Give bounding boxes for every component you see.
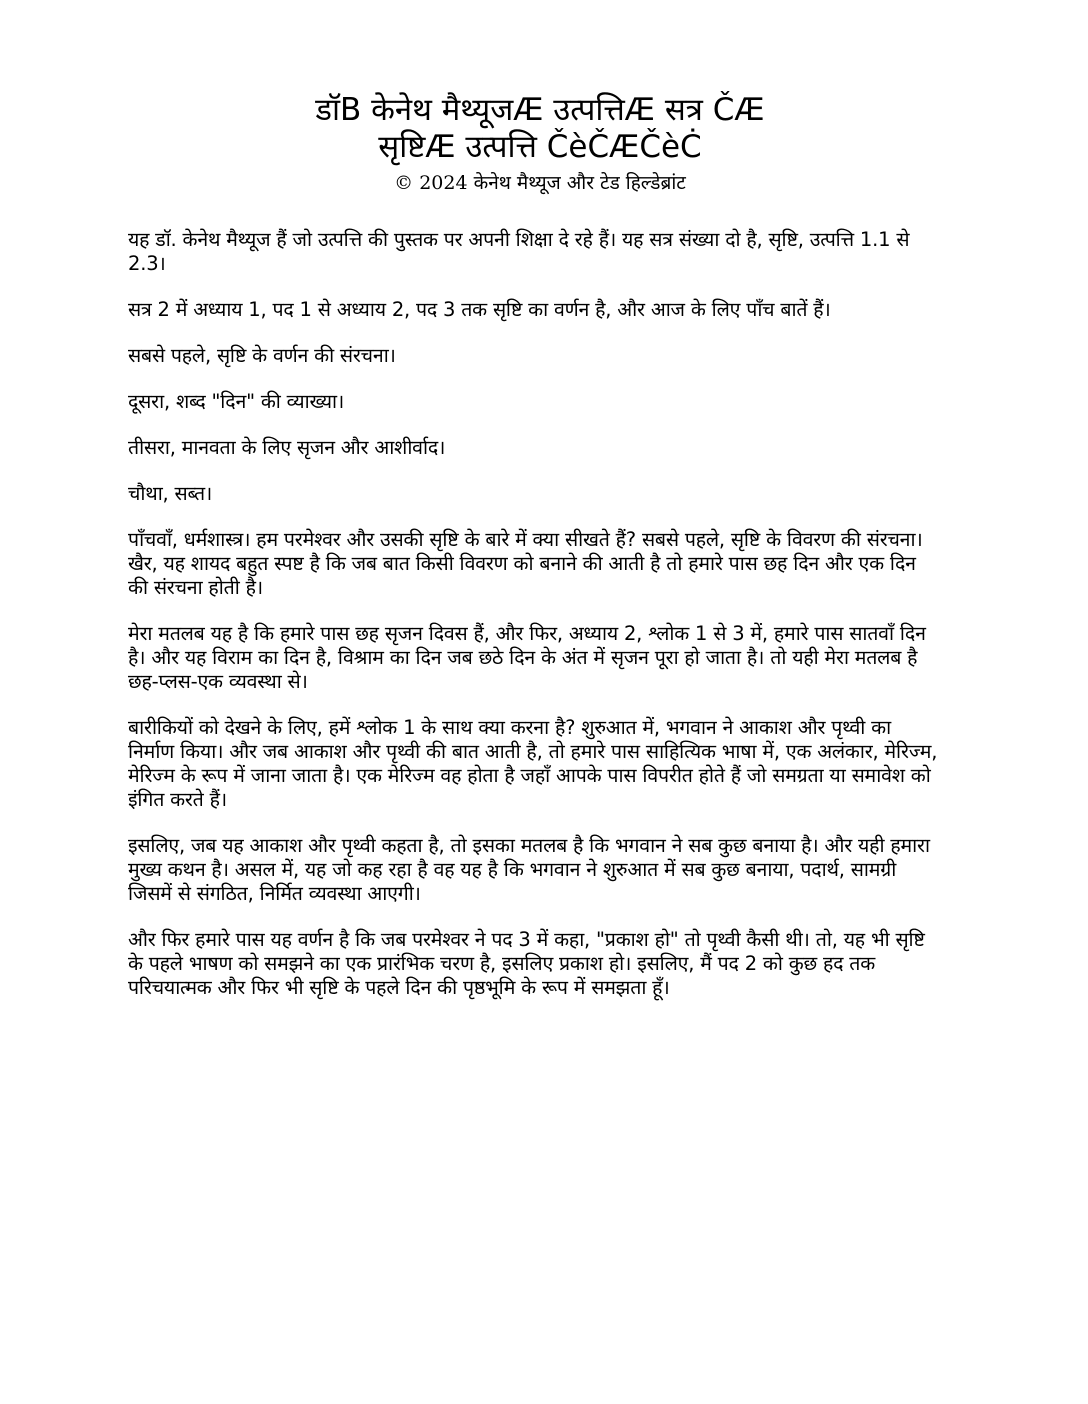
paragraph: सत्र 2 में अध्याय 1, पद 1 से अध्याय 2, पद 3 तक सृष्टि का वर्णन है, और आज के लिए पाँच बातें हैं। bbox=[128, 298, 831, 321]
paragraph: इसलिए, जब यह आकाश और पृथ्वी कहता है, तो इसका मतलब है कि भगवान ने सब कुछ बनाया है। और यही हमारा मुख्य कथन है। असल में, यह जो कह रहा है वह यह है कि भगवान ने शुरुआत में सब कुछ बनाया, पदार्थ, सामग्री जिसमें से संगठित, निर्मित व्यवस्था आएगी। bbox=[128, 834, 930, 905]
page-title-line-1: डॉB केनेथ मैथ्यूजÆ उत्पत्तिÆ सत्र ČÆ bbox=[315, 92, 765, 128]
paragraph: चौथा, सब्त। bbox=[128, 482, 213, 505]
paragraph: यह डॉ. केनेथ मैथ्यूज हैं जो उत्पत्ति की पुस्तक पर अपनी शिक्षा दे रहे हैं। यह सत्र संख्या दो है, सृष्टि, उत्पत्ति 1.1 से 2.3। bbox=[128, 228, 910, 275]
paragraph: और फिर हमारे पास यह वर्णन है कि जब परमेश्वर ने पद 3 में कहा, "प्रकाश हो" तो पृथ्वी कैसी थी। तो, यह भी सृष्टि के पहले भाषण को समझने का एक प्रारंभिक चरण है, इसलिए प्रकाश हो। इसलिए, मैं पद 2 को कुछ हद तक परिचयात्मक और फिर भी सृष्टि के पहले दिन की पृष्ठभूमि के रूप में समझता हूँ। bbox=[128, 928, 925, 999]
paragraph: मेरा मतलब यह है कि हमारे पास छह सृजन दिवस हैं, और फिर, अध्याय 2, श्लोक 1 से 3 में, हमारे पास सातवाँ दिन है। और यह विराम का दिन है, विश्राम का दिन जब छठे दिन के अंत में सृजन पूरा हो जाता है। तो यही मेरा मतलब है छह-प्लस-एक व्यवस्था से। bbox=[128, 622, 926, 693]
paragraph: सबसे पहले, सृष्टि के वर्णन की संरचना। bbox=[128, 344, 396, 367]
paragraph: बारीकियों को देखने के लिए, हमें श्लोक 1 के साथ क्या करना है? शुरुआत में, भगवान ने आकाश और पृथ्वी का निर्माण किया। और जब आकाश और पृथ्वी की बात आती है, तो हमारे पास साहित्यिक भाषा में, एक अलंकार, मेरिज्म, मेरिज्म के रूप में जाना जाता है। एक मेरिज्म वह होता है जहाँ आपके पास विपरीत होते हैं जो समग्रता या समावेश को इंगित करते हैं। bbox=[128, 716, 938, 811]
copyright-line bbox=[130, 170, 950, 196]
copyright-text: 2024 केनेथ मैथ्यूज और टेड हिल्डेब्रांट bbox=[419, 172, 686, 194]
title-block bbox=[130, 92, 950, 196]
paragraph: पाँचवाँ, धर्मशास्त्र। हम परमेश्वर और उसकी सृष्टि के बारे में क्या सीखते हैं? सबसे पहले, सृष्टि के विवरण की संरचना। खैर, यह शायद बहुत स्पष्ट है कि जब बात किसी विवरण को बनाने की आती है तो हमारे पास छह दिन और एक दिन की संरचना होती है। bbox=[128, 528, 923, 599]
page-title-line-2: सृष्टिÆ उत्पत्ति ČèČÆČèĊ bbox=[378, 129, 702, 165]
paragraph: दूसरा, शब्द "दिन" की व्याख्या। bbox=[128, 390, 345, 413]
body-text bbox=[128, 228, 938, 1022]
paragraph: तीसरा, मानवता के लिए सृजन और आशीर्वाद। bbox=[128, 436, 446, 459]
copyright-icon: © bbox=[394, 172, 414, 194]
